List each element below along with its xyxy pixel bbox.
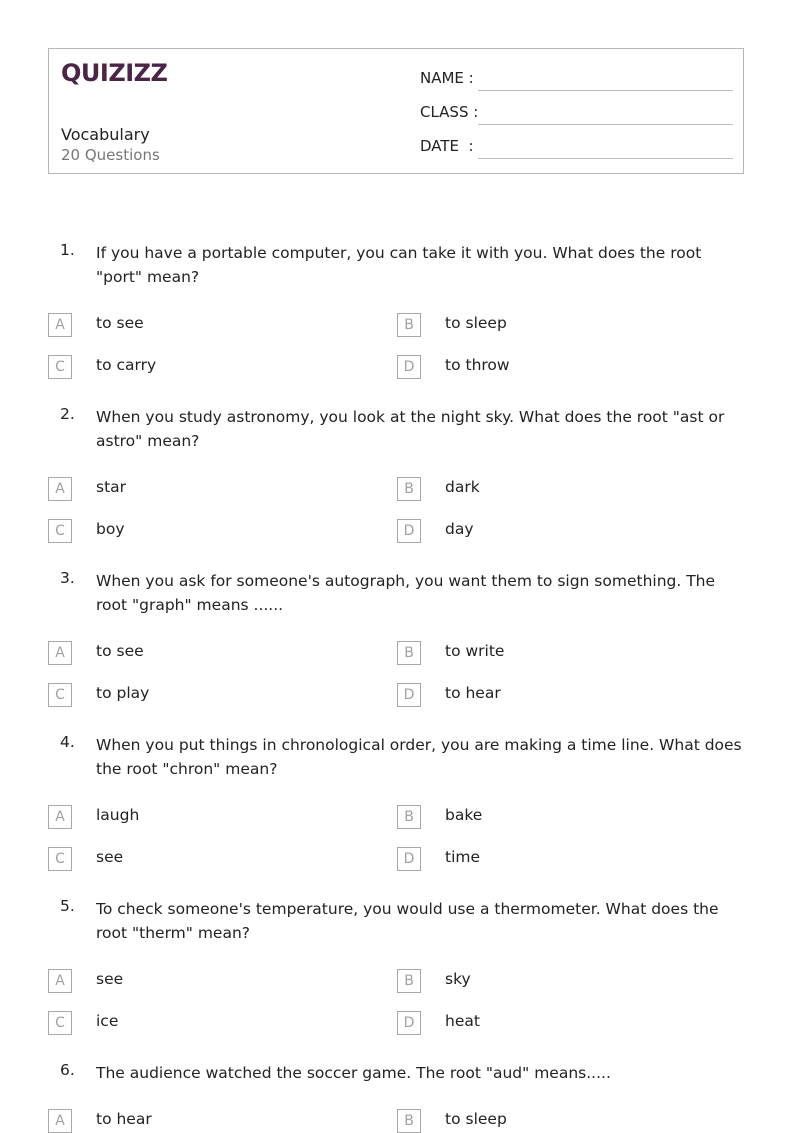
option-text: heat (445, 1012, 480, 1030)
name-field[interactable] (420, 65, 733, 91)
option-text: to sleep (445, 1110, 507, 1128)
option-letter-box[interactable]: C (48, 1011, 72, 1035)
option-text: see (96, 848, 124, 866)
question-number: 1. (60, 241, 75, 259)
option-letter-box[interactable]: B (397, 477, 421, 501)
option-letter-box[interactable]: C (48, 847, 72, 871)
option-text: to throw (445, 356, 510, 374)
question-number: 3. (60, 569, 75, 587)
date-label: DATE : (420, 137, 474, 155)
question-text: If you have a portable computer, you can take it with you. What does the root "port" mean? (96, 244, 702, 286)
option-text: to hear (445, 684, 501, 702)
question-text: To check someone's temperature, you would use a thermometer. What does the root "therm" mean? (96, 900, 719, 942)
option-text: see (96, 970, 124, 988)
option-text: boy (96, 520, 125, 538)
option-text: to carry (96, 356, 157, 374)
option-text: laugh (96, 806, 140, 824)
option-letter-box[interactable]: D (397, 355, 421, 379)
option-text: to hear (96, 1110, 152, 1128)
date-line[interactable] (478, 158, 733, 159)
question-text: When you ask for someone's autograph, you want them to sign something. The root "graph" means ...... (96, 572, 716, 614)
option-letter-box[interactable]: D (397, 847, 421, 871)
option-text: day (445, 520, 474, 538)
worksheet-title: Vocabulary (61, 125, 150, 144)
option-letter-box[interactable]: A (48, 313, 72, 337)
option-letter-box[interactable]: A (48, 1109, 72, 1133)
question-text: The audience watched the soccer game. The root "aud" means..... (96, 1064, 611, 1082)
class-label: CLASS : (420, 103, 479, 121)
option-text: bake (445, 806, 483, 824)
option-letter-box[interactable]: C (48, 355, 72, 379)
option-letter-box[interactable]: B (397, 313, 421, 337)
option-letter-box[interactable]: D (397, 683, 421, 707)
worksheet-header (48, 48, 744, 174)
question-number: 6. (60, 1061, 75, 1079)
quizizz-logo: QUIZIZZ (61, 59, 168, 87)
option-letter-box[interactable]: A (48, 477, 72, 501)
option-letter-box[interactable]: C (48, 519, 72, 543)
name-line[interactable] (478, 90, 733, 91)
option-letter-box[interactable]: B (397, 969, 421, 993)
class-field[interactable] (420, 99, 733, 125)
option-letter-box[interactable]: B (397, 641, 421, 665)
name-label: NAME : (420, 69, 474, 87)
option-letter-box[interactable]: B (397, 1109, 421, 1133)
option-letter-box[interactable]: C (48, 683, 72, 707)
option-text: dark (445, 478, 480, 496)
question-number: 4. (60, 733, 75, 751)
class-line[interactable] (478, 124, 733, 125)
question-text: When you put things in chronological order, you are making a time line. What does the root "chron" mean? (96, 736, 742, 778)
option-letter-box[interactable]: B (397, 805, 421, 829)
option-text: sky (445, 970, 471, 988)
question-count: 20 Questions (61, 146, 160, 164)
question-number: 2. (60, 405, 75, 423)
option-text: to write (445, 642, 505, 660)
option-text: star (96, 478, 127, 496)
question-number: 5. (60, 897, 75, 915)
option-text: ice (96, 1012, 119, 1030)
option-text: to sleep (445, 314, 507, 332)
option-letter-box[interactable]: D (397, 519, 421, 543)
option-letter-box[interactable]: A (48, 641, 72, 665)
option-text: to play (96, 684, 150, 702)
date-field[interactable] (420, 133, 733, 159)
option-letter-box[interactable]: A (48, 805, 72, 829)
option-text: to see (96, 314, 144, 332)
question-text: When you study astronomy, you look at the night sky. What does the root "ast or astro" mean? (96, 408, 725, 450)
option-text: time (445, 848, 481, 866)
option-letter-box[interactable]: A (48, 969, 72, 993)
option-text: to see (96, 642, 144, 660)
option-letter-box[interactable]: D (397, 1011, 421, 1035)
